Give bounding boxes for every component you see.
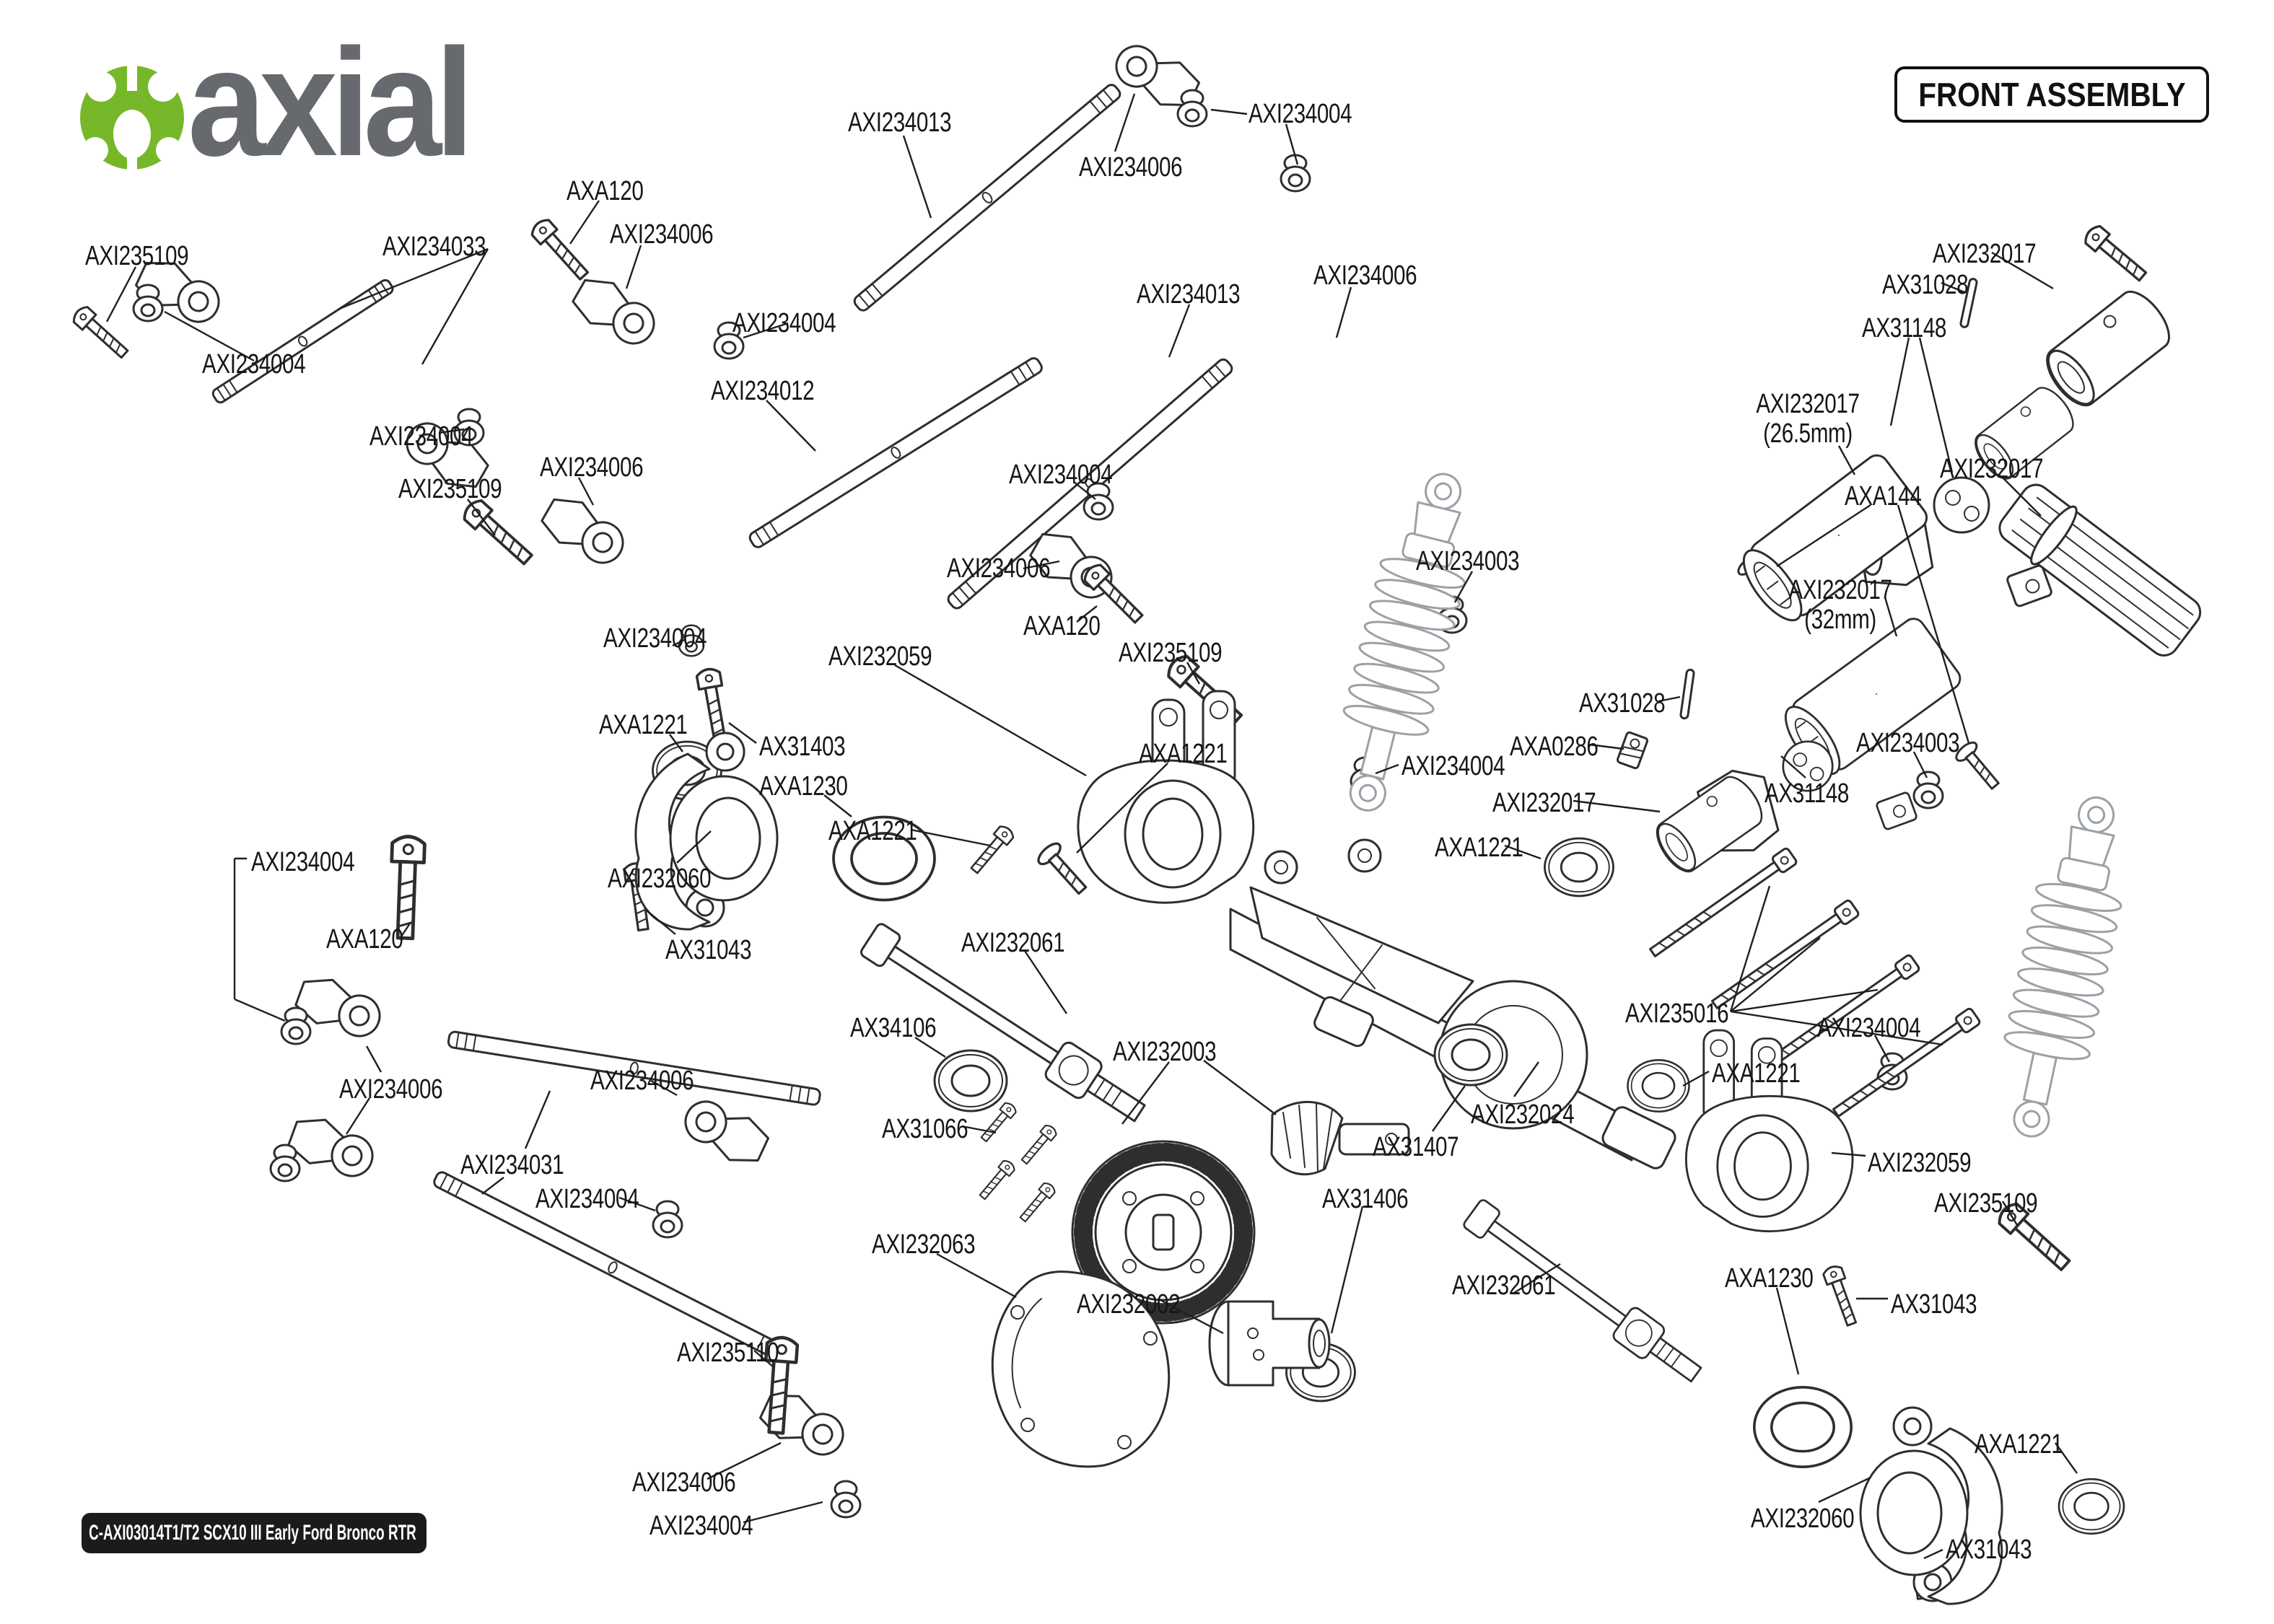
part-label: AXI235109 [1119, 638, 1223, 668]
leader-line [937, 1254, 1016, 1297]
leader-line [1169, 304, 1189, 357]
part-label: AX31148 [1764, 778, 1850, 809]
part-label: AXI234006 [632, 1467, 736, 1498]
leader-line [107, 267, 136, 322]
part-label: AXA120 [567, 176, 644, 206]
leader-line [743, 1502, 823, 1522]
leader-line [1731, 886, 1770, 1011]
leader-line [1211, 110, 1247, 114]
part-label: AXI234033 [382, 232, 486, 262]
part-label: AXI234004 [650, 1511, 753, 1541]
part-label: AXI234004 [1009, 460, 1113, 490]
part-label: AXI235110 [677, 1338, 779, 1368]
caster-block-left-sketch [1078, 691, 1254, 903]
part-label: AXI235109 [398, 474, 502, 504]
leader-line [626, 245, 641, 289]
part-label: AX31406 [1322, 1184, 1409, 1214]
leader-line [766, 400, 815, 451]
part-label: AXI232017 [1933, 239, 2037, 269]
assembly-title: FRONT ASSEMBLY [1917, 76, 2186, 113]
part-label: AXI234013 [1137, 279, 1241, 310]
part-label: AXI232061 [961, 928, 1065, 958]
part-label: AXI234004 [1817, 1013, 1921, 1043]
axial-logo-emblem [71, 42, 193, 179]
part-label: AXI232060 [1751, 1504, 1855, 1534]
leader-line [1777, 1288, 1798, 1374]
part-label: AXI234004 [251, 847, 355, 877]
part-label: AXI234004 [1248, 99, 1352, 129]
part-label: AXI234006 [540, 452, 644, 483]
part-label: AXI232063 [872, 1229, 976, 1260]
part-label: AXI234006 [947, 553, 1051, 584]
part-label: AXI234012 [711, 376, 815, 406]
part-label: AXI234004 [202, 349, 306, 379]
kit-code-text: C-AXI03014T1/T2 SCX10 III Early Ford Bronco RTR [89, 1521, 416, 1545]
part-label: AXI234006 [610, 219, 714, 250]
part-label: AX31066 [882, 1114, 968, 1144]
brand-wordmark: axial [188, 17, 468, 188]
leader-line [1331, 1206, 1363, 1333]
part-label: AXI235109 [1934, 1188, 2038, 1219]
part-label: AXI234004 [733, 308, 836, 338]
part-label: AXI232017 (26.5mm) [1756, 389, 1860, 449]
leader-line [367, 1046, 381, 1072]
part-label: AX31028 [1579, 688, 1666, 719]
leader-line [1920, 338, 1952, 473]
part-label: AXI232017 [1492, 788, 1596, 818]
part-label: AXI232059 [828, 641, 932, 672]
part-label: AX31043 [665, 935, 752, 965]
leader-line [1025, 951, 1067, 1014]
part-label: AXI232003 [1113, 1037, 1217, 1067]
part-label: AX31403 [759, 732, 846, 762]
part-label: AXI234003 [1416, 546, 1520, 576]
part-label: AXI232060 [608, 864, 712, 894]
assembly-title-box [1894, 66, 2209, 123]
part-label: AXA120 [1023, 611, 1101, 641]
part-label: AXI234004 [1401, 751, 1505, 781]
part-label: AXI234003 [1856, 728, 1960, 758]
part-label: AX31028 [1882, 270, 1969, 300]
leader-line [422, 249, 488, 364]
part-label: AXA1230 [1725, 1263, 1814, 1294]
part-label: AXA1221 [1139, 739, 1228, 769]
part-label: AXA1230 [759, 771, 848, 802]
part-label: AXI232059 [1868, 1148, 1972, 1178]
leader-line [1115, 94, 1134, 152]
part-label: AXI235109 [85, 241, 189, 271]
part-label: AXI234004 [535, 1184, 639, 1214]
part-label: AXI234004 [603, 623, 707, 654]
leader-line [1337, 287, 1351, 338]
leader-line [904, 136, 931, 218]
leader-line [1204, 1061, 1276, 1115]
part-label: AXI232017 [1940, 454, 2044, 484]
part-label: AXA1221 [1975, 1429, 2063, 1460]
leader-line [525, 1091, 550, 1149]
shock-absorber-right-sketch [1985, 789, 2142, 1145]
part-label: AXI234013 [848, 107, 952, 138]
leader-line [1839, 446, 1855, 475]
leader-line [895, 665, 1086, 776]
leader-line [1891, 338, 1909, 426]
leader-line [1122, 1062, 1169, 1124]
leader-line [570, 201, 599, 244]
part-label: AX31148 [1862, 313, 1947, 343]
kit-code-badge [82, 1513, 427, 1553]
part-label: AX31407 [1373, 1132, 1459, 1162]
part-label: AXI232017 (32mm) [1788, 575, 1892, 636]
part-label: AXI234006 [339, 1074, 443, 1105]
part-label: AXI232024 [1471, 1100, 1575, 1130]
leader-line [235, 999, 285, 1021]
part-label: AXA1221 [1712, 1058, 1801, 1089]
part-label: AXI235016 [1625, 998, 1729, 1029]
part-label: AX34106 [850, 1013, 937, 1043]
part-label: AXA120 [326, 924, 403, 954]
part-label: AXA144 [1845, 481, 1922, 512]
part-label: AXI232061 [1452, 1270, 1556, 1301]
part-label: AX31043 [1891, 1289, 1977, 1320]
leader-line [1433, 1086, 1465, 1131]
part-label: AXI234004 [369, 421, 473, 452]
part-label: AX31043 [1946, 1535, 2032, 1565]
part-label: AXA0286 [1510, 732, 1599, 762]
part-label: AXI234031 [460, 1150, 564, 1180]
part-label: AXI234006 [1079, 152, 1183, 183]
part-label: AXA1221 [1435, 833, 1523, 863]
part-label: AXA1221 [828, 816, 917, 846]
part-label: AXI234006 [1313, 260, 1417, 291]
part-label: AXA1221 [599, 710, 688, 740]
part-label: AXI232002 [1077, 1289, 1181, 1320]
part-label: AXI234006 [590, 1066, 694, 1096]
